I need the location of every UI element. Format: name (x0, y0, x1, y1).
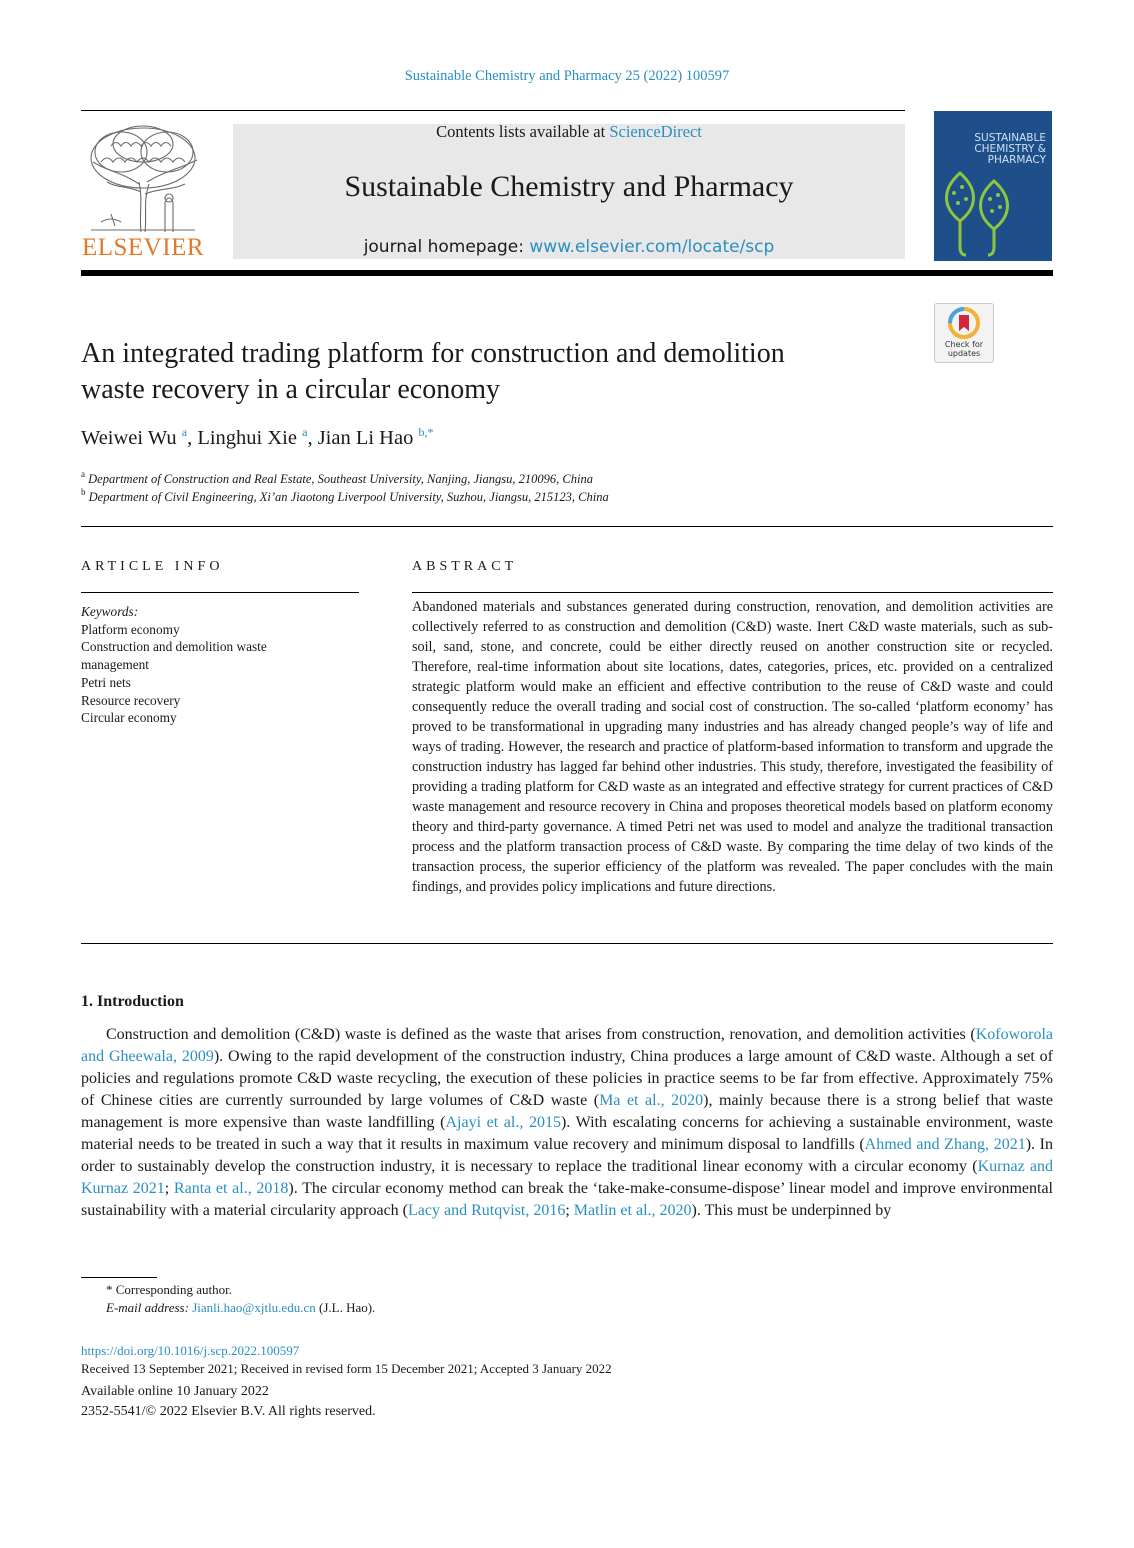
author-affiliation-link[interactable]: b,* (418, 425, 434, 439)
citation-link[interactable]: Kofoworola and Gheewala, 2009 (81, 1026, 1053, 1065)
corresponding-author-note: * Corresponding author. (106, 1282, 233, 1297)
keyword-item: Platform economy (81, 621, 180, 637)
header-rule-thick (81, 270, 1053, 276)
journal-cover-image[interactable] (934, 111, 1052, 261)
intro-text: ). In order to sustainably develop the construction industry, it is necessary to replace the traditional linear economy with a circular economy ( (81, 1136, 1054, 1175)
keyword-item: Resource recovery (81, 692, 181, 708)
check-updates-icon (948, 307, 980, 339)
copyright-line: 2352-5541/© 2022 Elsevier B.V. All rights reserved. (81, 1404, 376, 1419)
leaf-flask-icon (934, 163, 1052, 261)
citation-link[interactable]: Ma et al., 2020 (599, 1092, 704, 1109)
affiliation-text: Department of Civil Engineering, Xi’an Jiaotong Liverpool University, Suzhou, Jiangsu, 215123, China (88, 490, 609, 504)
article-info-heading: ARTICLE INFO (81, 559, 224, 574)
check-updates-line1: Check for (944, 340, 984, 349)
citation-link[interactable]: Ajayi et al., 2015 (445, 1114, 561, 1131)
author-name: Weiwei Wu (81, 427, 177, 449)
author-affiliation-link[interactable]: a (302, 425, 308, 439)
keyword-item: management (81, 657, 149, 673)
article-title-line1: An integrated trading platform for construction and demolition (81, 338, 785, 369)
author-list: Weiwei Wu $^a$, Linghui Xie $^a$, Jian Li Hao $^{b,*}$ (81, 425, 434, 449)
cover-title-line1: SUSTAINABLE (974, 132, 1046, 144)
keywords-label: Keywords: (81, 604, 139, 619)
citation-link[interactable]: Ahmed and Zhang, 2021 (864, 1136, 1026, 1153)
email-note (106, 1300, 375, 1316)
running-citation[interactable]: Sustainable Chemistry and Pharmacy 25 (2022) 100597 (404, 68, 730, 84)
cover-title-line2: CHEMISTRY & (974, 143, 1046, 155)
author-affiliation-link[interactable]: a (181, 425, 188, 439)
author-name: Linghui Xie (197, 427, 297, 449)
journal-name: Sustainable Chemistry and Pharmacy (344, 170, 794, 203)
intro-text: ; (164, 1180, 174, 1197)
cover-title (946, 133, 1046, 166)
abstract-rule (412, 592, 1053, 593)
intro-text: ; (565, 1202, 574, 1219)
abstract-text: Abandoned materials and substances generated during construction, renovation, and demolition activities are collectively referred to as construction and demolition (C&D) waste. Inert C&D waste materials, such as sub-soil, sand, stone, and concrete, could be either directly reused on another construction site or recycled. Therefore, real-time information about site locations, dates, categories, prices, etc. provided on a centralized strategic platform would make an efficient and effective contribution to the reuse of C&D waste and could consequently reduce the overall trading and social cost of construction. The so-called ‘platform economy’ has proved to be transformational in upgrading many industries and has already changed people’s way of life and ways of trading. However, the research and practice of platform-based information to transform and upgrade the construction industry has lagged far behind other industries. This study, therefore, investigated the feasibility of providing a trading platform for C&D waste as an integrated and effective strategy for current practices of C&D waste management and resource recovery in China and proposes theoretical models based on platform economy theory and third-party governance. A timed Petri net was used to model and analyze the traditional transaction process and the platform transaction process of C&D waste. By comparing the time delay of two kinds of the transaction process, the superior efficiency of the platform was revealed. The paper concludes with the main findings, and provides policy implications and future directions. (412, 599, 1053, 895)
affiliation-b (81, 487, 609, 505)
article-title (81, 336, 901, 408)
article-title-line2: waste recovery in a circular economy (81, 374, 501, 405)
sciencedirect-link[interactable]: ScienceDirect (609, 122, 702, 141)
footnote-rule (81, 1277, 157, 1278)
doi-link[interactable]: https://doi.org/10.1016/j.scp.2022.100597 (81, 1343, 300, 1358)
author-name: Jian Li Hao (317, 427, 414, 449)
intro-text: ). This must be underpinned by (691, 1202, 892, 1219)
email-label: E-mail address: (106, 1300, 193, 1315)
check-for-updates-badge[interactable] (934, 303, 994, 363)
homepage-prefix: journal homepage: (363, 237, 530, 257)
email-link[interactable]: Jianli.hao@xjtlu.edu.cn (192, 1300, 316, 1315)
affiliation-a (81, 469, 593, 487)
check-updates-line2: updates (947, 349, 981, 358)
available-online: Available online 10 January 2022 (81, 1384, 269, 1399)
citation-link[interactable]: Kurnaz and Kurnaz 2021 (81, 1158, 1054, 1197)
article-info-rule (81, 592, 359, 593)
homepage-link[interactable]: www.elsevier.com/locate/scp (529, 237, 775, 257)
intro-text: ). The circular economy method can break the ‘take-make-consume-dispose’ linear model and improve environmental sustainability with a material circularity approach ( (81, 1180, 1053, 1219)
affiliation-marker: b (81, 487, 86, 497)
keyword-item: Circular economy (81, 710, 177, 726)
check-updates-text (935, 340, 993, 358)
section-heading-introduction: 1. Introduction (81, 993, 184, 1010)
elsevier-logo[interactable] (81, 122, 205, 262)
intro-text: ). With escalating concerns for achieving a sustainable environment, waste material needs to be treated in such a way that it results in maximum value recovery and minimum disposal to landfills ( (81, 1114, 1054, 1153)
doi-line (81, 1343, 299, 1359)
cover-title-line3: PHARMACY (987, 154, 1046, 166)
affiliation-text: Department of Construction and Real Estate, Southeast University, Nanjing, Jiangsu, 210096, China (88, 472, 593, 486)
homepage-line (233, 237, 905, 257)
citation-link[interactable]: Matlin et al., 2020 (573, 1202, 692, 1219)
contents-line (233, 122, 905, 142)
intro-text: ), mainly because there is a strong belief that waste management is more expensive than waste landfilling ( (81, 1092, 1053, 1131)
received-dates: Received 13 September 2021; Received in revised form 15 December 2021; Accepted 3 January 2022 (81, 1361, 612, 1376)
email-suffix: (J.L. Hao). (315, 1300, 376, 1315)
affiliation-marker: a (81, 469, 85, 479)
abstract-bottom-rule (81, 943, 1053, 944)
intro-text: ). Owing to the rapid development of the construction industry, China produces a large amount of C&D waste. Although a set of policies and regulations promote C&D waste recycling, the execution of these policies in practice seems to be far from effective. Approximately 75% of Chinese cities are currently surrounded by large volumes of C&D waste ( (81, 1048, 1054, 1109)
intro-text: Construction and demolition (C&D) waste is defined as the waste that arises from construction, renovation, and demolition activities ( (106, 1026, 976, 1043)
keyword-item: Construction and demolition waste (81, 639, 267, 655)
keywords-block (81, 603, 341, 727)
contents-prefix: Contents lists available at (436, 122, 610, 141)
introduction-paragraph (81, 1024, 1053, 1222)
elsevier-tree-icon (81, 122, 205, 234)
citation-link[interactable]: Ranta et al., 2018 (173, 1180, 289, 1197)
header-rule-top (81, 110, 905, 111)
keyword-item: Petri nets (81, 674, 131, 690)
abstract-heading: ABSTRACT (412, 559, 518, 574)
elsevier-wordmark: ELSEVIER (81, 234, 205, 261)
citation-link[interactable]: Lacy and Rutqvist, 2016 (408, 1202, 566, 1219)
front-matter-rule (81, 526, 1053, 527)
